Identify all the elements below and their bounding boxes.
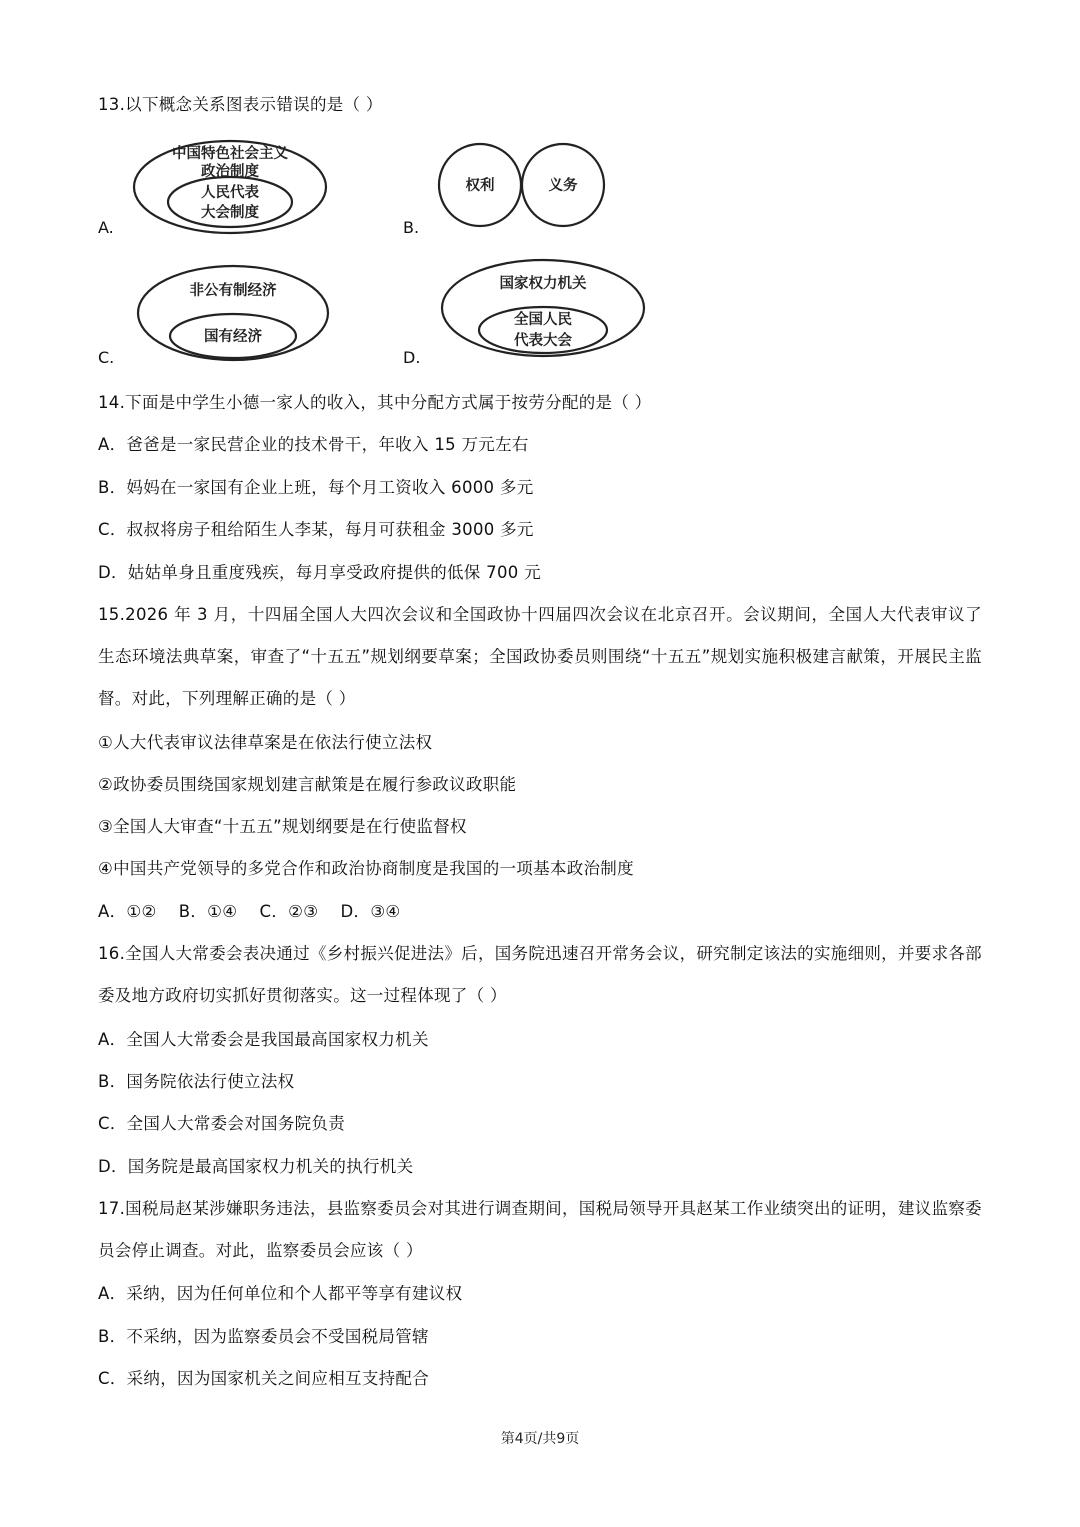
q16-option-d: D．国务院是最高国家权力机关的执行机关 xyxy=(98,1157,414,1176)
q13-b-left: 权利 xyxy=(465,177,495,194)
q16-option-a: A．全国人大常委会是我国最高国家权力机关 xyxy=(98,1030,429,1049)
q16-option-b: B．国务院依法行使立法权 xyxy=(98,1072,295,1091)
q14-option-d: D．姑姑单身且重度残疾，每月享受政府提供的低保 700 元 xyxy=(98,563,541,582)
q15-item-1: ①人大代表审议法律草案是在依法行使立法权 xyxy=(98,733,433,752)
q13-option-d-label: D. xyxy=(403,348,421,367)
q14-option-b: B．妈妈在一家国有企业上班，每个月工资收入 6000 多元 xyxy=(98,478,534,497)
q13-diagram-b xyxy=(437,143,609,229)
q13-d-outer: 国家权力机关 xyxy=(499,275,587,292)
q17-option-a: A．采纳，因为任何单位和个人都平等享有建议权 xyxy=(98,1284,463,1303)
q13-a-inner-line1: 人民代表 xyxy=(201,184,259,201)
q13-a-outer-line1: 中国特色社会主义 xyxy=(172,145,288,162)
q14-stem: 14.下面是中学生小德一家人的收入，其中分配方式属于按劳分配的是（ ） xyxy=(98,393,652,412)
q14-option-a: A．爸爸是一家民营企业的技术骨干，年收入 15 万元左右 xyxy=(98,435,529,454)
q13-stem: 13.以下概念关系图表示错误的是（ ） xyxy=(98,95,383,114)
q17-stem: 17.国税局赵某涉嫌职务违法，县监察委员会对其进行调查期间，国税局领导开具赵某工作业绩突出的证明，建议监察委员会停止调查。对此，监察委员会应该（ ） xyxy=(98,1199,982,1260)
q13-diagram-a xyxy=(132,140,332,236)
q15-stem: 15.2026 年 3 月，十四届全国人大四次会议和全国政协十四届四次会议在北京召开。会议期间，全国人大代表审议了生态环境法典草案，审查了“十五五”规划纲要草案；全国政协委员则围绕“十五五”规划实施积极建言献策，开展民主监督。对此，下列理解正确的是（ ） xyxy=(98,605,982,708)
q15-item-3: ③全国人大审查“十五五”规划纲要是在行使监督权 xyxy=(98,817,467,836)
q17-option-b: B．不采纳，因为监察委员会不受国税局管辖 xyxy=(98,1327,429,1346)
q13-c-inner: 国有经济 xyxy=(204,328,262,345)
q16-option-c: C．全国人大常委会对国务院负责 xyxy=(98,1114,346,1133)
q13-option-c-label: C. xyxy=(98,348,115,367)
q16-stem: 16.全国人大常委会表决通过《乡村振兴促进法》后，国务院迅速召开常务会议，研究制定该法的实施细则，并要求各部委及地方政府切实抓好贯彻落实。这一过程体现了（ ） xyxy=(98,944,982,1005)
q13-b-right: 义务 xyxy=(548,177,578,194)
q13-diagram-c xyxy=(135,265,331,363)
q13-option-a-label: A. xyxy=(98,218,114,237)
q13-option-b-label: B. xyxy=(403,218,420,237)
q15-item-4: ④中国共产党领导的多党合作和政治协商制度是我国的一项基本政治制度 xyxy=(98,859,634,878)
q13-diagram-d xyxy=(440,258,646,358)
q14-option-c: C．叔叔将房子租给陌生人李某，每月可获租金 3000 多元 xyxy=(98,520,534,539)
q13-c-outer: 非公有制经济 xyxy=(189,282,277,299)
q17-option-c: C．采纳，因为国家机关之间应相互支持配合 xyxy=(98,1369,430,1388)
q13-d-inner-line2: 代表大会 xyxy=(514,332,572,349)
q13-d-inner-line1: 全国人民 xyxy=(514,311,572,328)
q15-options: A．①② B．①④ C．②③ D．③④ xyxy=(98,902,401,921)
q13-a-outer-line2: 政治制度 xyxy=(201,163,259,180)
q15-item-2: ②政协委员围绕国家规划建言献策是在履行参政议政职能 xyxy=(98,775,517,794)
page-number: 第4页/共9页 xyxy=(500,1431,580,1447)
q13-a-inner-line2: 大会制度 xyxy=(201,204,259,221)
